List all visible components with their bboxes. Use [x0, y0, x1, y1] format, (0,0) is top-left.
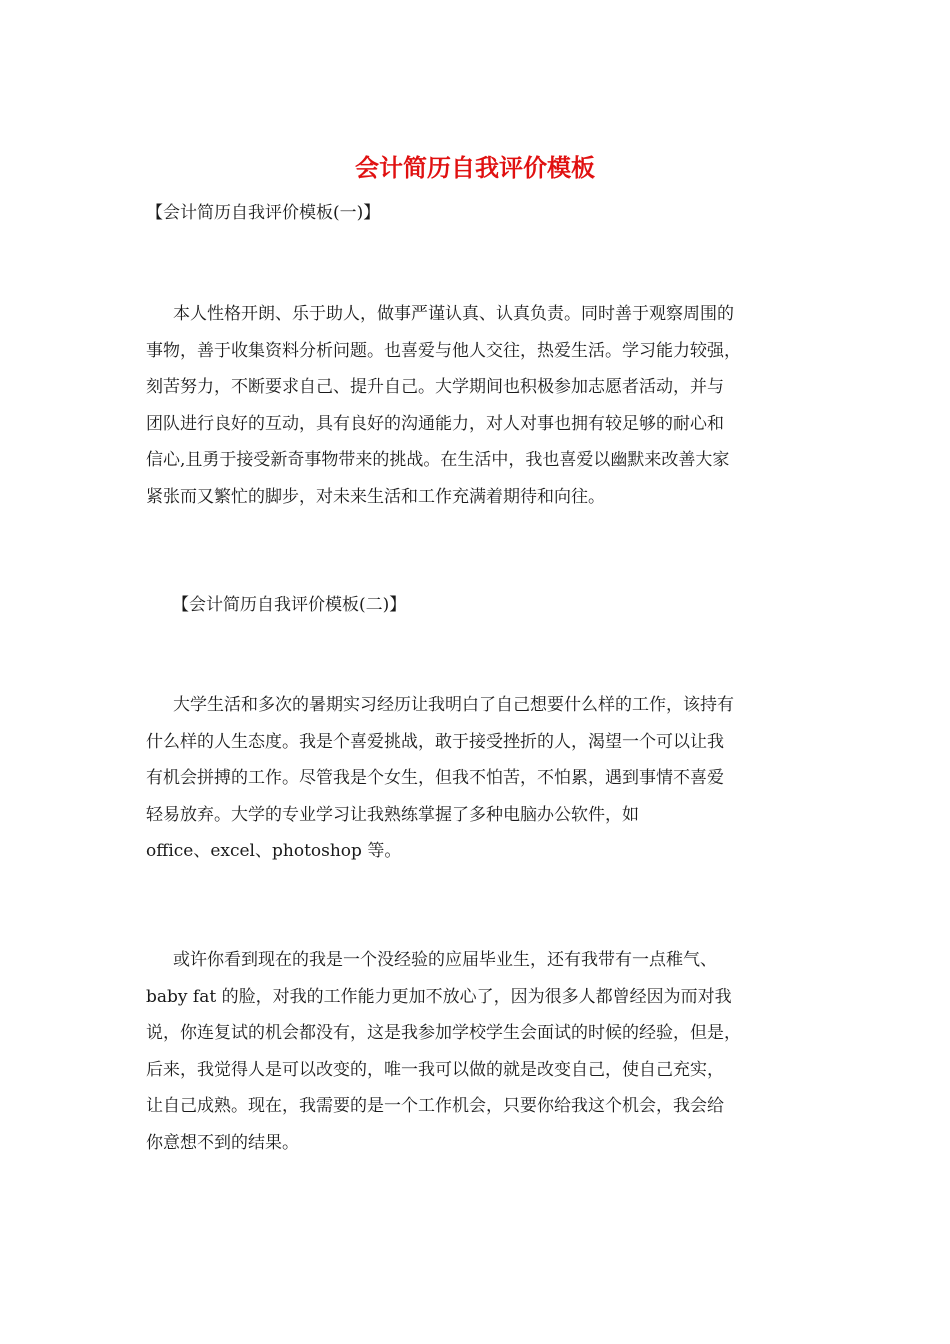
paragraph-line: 紧张而又繁忙的脚步，对未来生活和工作充满着期待和向往。 [146, 486, 605, 507]
paragraph-line: 让自己成熟。现在，我需要的是一个工作机会，只要你给我这个机会，我会给 [146, 1096, 724, 1116]
paragraph-1 [146, 296, 810, 515]
paragraph-line: 后来，我觉得人是可以改变的，唯一我可以做的就是改变自己，使自己充实， [146, 1059, 724, 1080]
paragraph-line: 大学生活和多次的暑期实习经历让我明白了自己想要什么样的工作，该持有 [173, 695, 734, 715]
paragraph-line: 说，你连复试的机会都没有，这是我参加学校学生会面试的时候的经验，但是， [146, 1023, 741, 1043]
paragraph-line: baby fat 的脸，对我的工作能力更加不放心了，因为很多人都曾经因为而对我 [146, 986, 732, 1007]
section-heading-2: 【会计简历自我评价模板(二)】 [172, 595, 407, 615]
paragraph-line: 本人性格开朗、乐于助人，做事严谨认真、认真负责。同时善于观察周围的 [173, 304, 734, 324]
paragraph-line: 有机会拼搏的工作。尽管我是个女生，但我不怕苦，不怕累，遇到事情不喜爱 [146, 768, 724, 788]
paragraph-line: 或许你看到现在的我是一个没经验的应届毕业生，还有我带有一点稚气、 [173, 950, 717, 970]
paragraph-line: 你意想不到的结果。 [146, 1132, 299, 1153]
paragraph-line: office、excel、photoshop 等。 [146, 841, 402, 861]
paragraph-line: 团队进行良好的互动，具有良好的沟通能力，对人对事也拥有较足够的耐心和 [146, 413, 724, 434]
paragraph-line: 轻易放弃。大学的专业学习让我熟练掌握了多种电脑办公软件，如 [146, 804, 639, 825]
paragraph-line: 信心,且勇于接受新奇事物带来的挑战。在生活中，我也喜爱以幽默来改善大家 [146, 450, 730, 470]
paragraph-line: 什么样的人生态度。我是个喜爱挑战，敢于接受挫折的人，渴望一个可以让我 [146, 731, 724, 752]
paragraph-line: 刻苦努力，不断要求自己、提升自己。大学期间也积极参加志愿者活动，并与 [146, 377, 724, 397]
paragraph-line: 事物，善于收集资料分析问题。也喜爱与他人交往，热爱生活。学习能力较强， [146, 340, 741, 361]
section-heading-1: 【会计简历自我评价模板(一)】 [146, 203, 381, 223]
paragraph-3 [146, 942, 810, 1161]
document-title: 会计简历自我评价模板 [355, 153, 595, 182]
paragraph-2 [146, 687, 810, 870]
